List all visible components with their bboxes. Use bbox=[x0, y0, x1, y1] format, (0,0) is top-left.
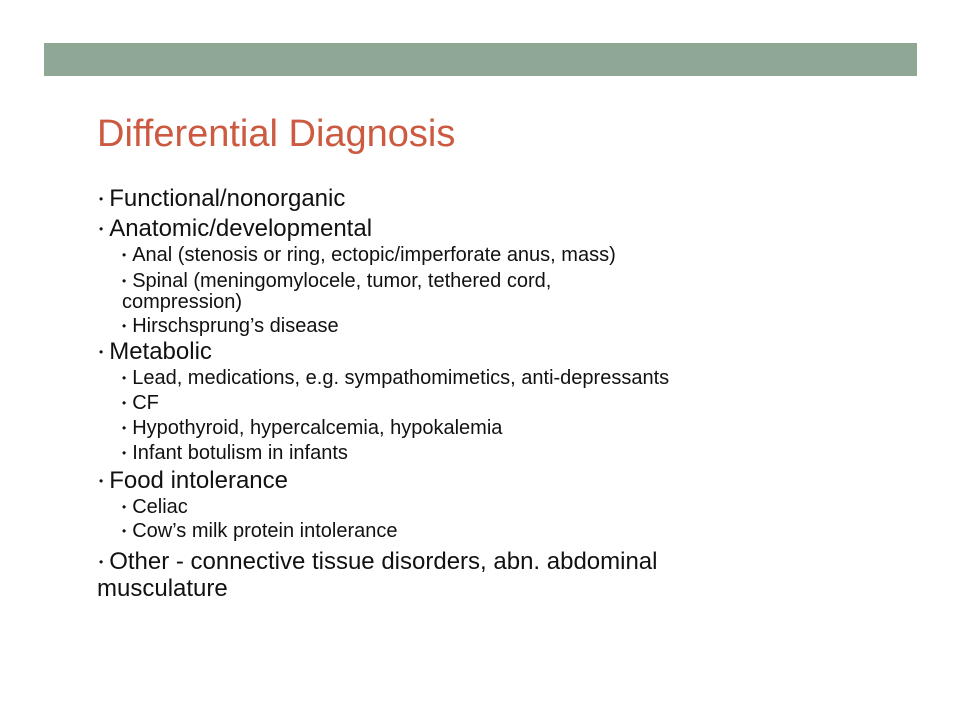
bullet-text: Anal (stenosis or ring, ectopic/imperforate anus, mass) bbox=[132, 244, 616, 266]
bullet-text: Infant botulism in infants bbox=[132, 442, 348, 464]
bullet-item-other bbox=[99, 548, 658, 576]
bullet-icon: • bbox=[99, 555, 104, 569]
bullet-icon: • bbox=[99, 192, 104, 206]
bullet-icon: • bbox=[122, 274, 127, 288]
sub-bullet-item-hypothyroid bbox=[122, 416, 502, 440]
bullet-text: Functional/nonorganic bbox=[109, 185, 346, 212]
bullet-icon: • bbox=[122, 421, 127, 435]
slide-title: Differential Diagnosis bbox=[97, 113, 456, 155]
sub-bullet-item-hirschsprung bbox=[122, 314, 339, 338]
bullet-text: Hirschsprung’s disease bbox=[132, 315, 339, 337]
header-accent-bar bbox=[44, 43, 917, 76]
bullet-text: Food intolerance bbox=[109, 467, 288, 494]
bullet-item-anatomic bbox=[99, 215, 372, 243]
bullet-icon: • bbox=[99, 345, 104, 359]
bullet-text: compression) bbox=[122, 291, 243, 313]
sub-bullet-item-cf bbox=[122, 391, 159, 415]
sub-bullet-item-celiac bbox=[122, 495, 188, 519]
bullet-text: Anatomic/developmental bbox=[109, 215, 373, 242]
bullet-text: Cow’s milk protein intolerance bbox=[132, 520, 398, 542]
bullet-text: Spinal (meningomylocele, tumor, tethered cord, bbox=[132, 270, 552, 292]
bullet-icon: • bbox=[122, 319, 127, 333]
bullet-icon: • bbox=[99, 222, 104, 236]
bullet-text: Celiac bbox=[132, 496, 188, 518]
sub-bullet-item-botulism bbox=[122, 441, 348, 465]
bullet-icon: • bbox=[122, 248, 127, 262]
bullet-item-food-intolerance bbox=[99, 467, 288, 495]
bullet-text: Hypothyroid, hypercalcemia, hypokalemia bbox=[132, 417, 503, 439]
bullet-icon: • bbox=[122, 371, 127, 385]
bullet-text: CF bbox=[132, 392, 159, 414]
sub-bullet-item-cows-milk bbox=[122, 519, 398, 543]
bullet-item-metabolic bbox=[99, 338, 212, 366]
bullet-icon: • bbox=[122, 524, 127, 538]
bullet-icon: • bbox=[122, 396, 127, 410]
bullet-text: Other - connective tissue disorders, abn. abdominal bbox=[109, 548, 658, 575]
bullet-continuation bbox=[97, 575, 228, 603]
bullet-icon: • bbox=[99, 474, 104, 488]
bullet-text: Lead, medications, e.g. sympathomimetics, anti-depressants bbox=[132, 367, 670, 389]
sub-bullet-continuation bbox=[122, 290, 242, 314]
bullet-icon: • bbox=[122, 446, 127, 460]
bullet-text: musculature bbox=[97, 575, 228, 602]
sub-bullet-item-anal bbox=[122, 243, 616, 267]
sub-bullet-item-lead bbox=[122, 366, 669, 390]
bullet-item-functional bbox=[99, 185, 345, 213]
bullet-icon: • bbox=[122, 500, 127, 514]
bullet-text: Metabolic bbox=[109, 338, 212, 365]
